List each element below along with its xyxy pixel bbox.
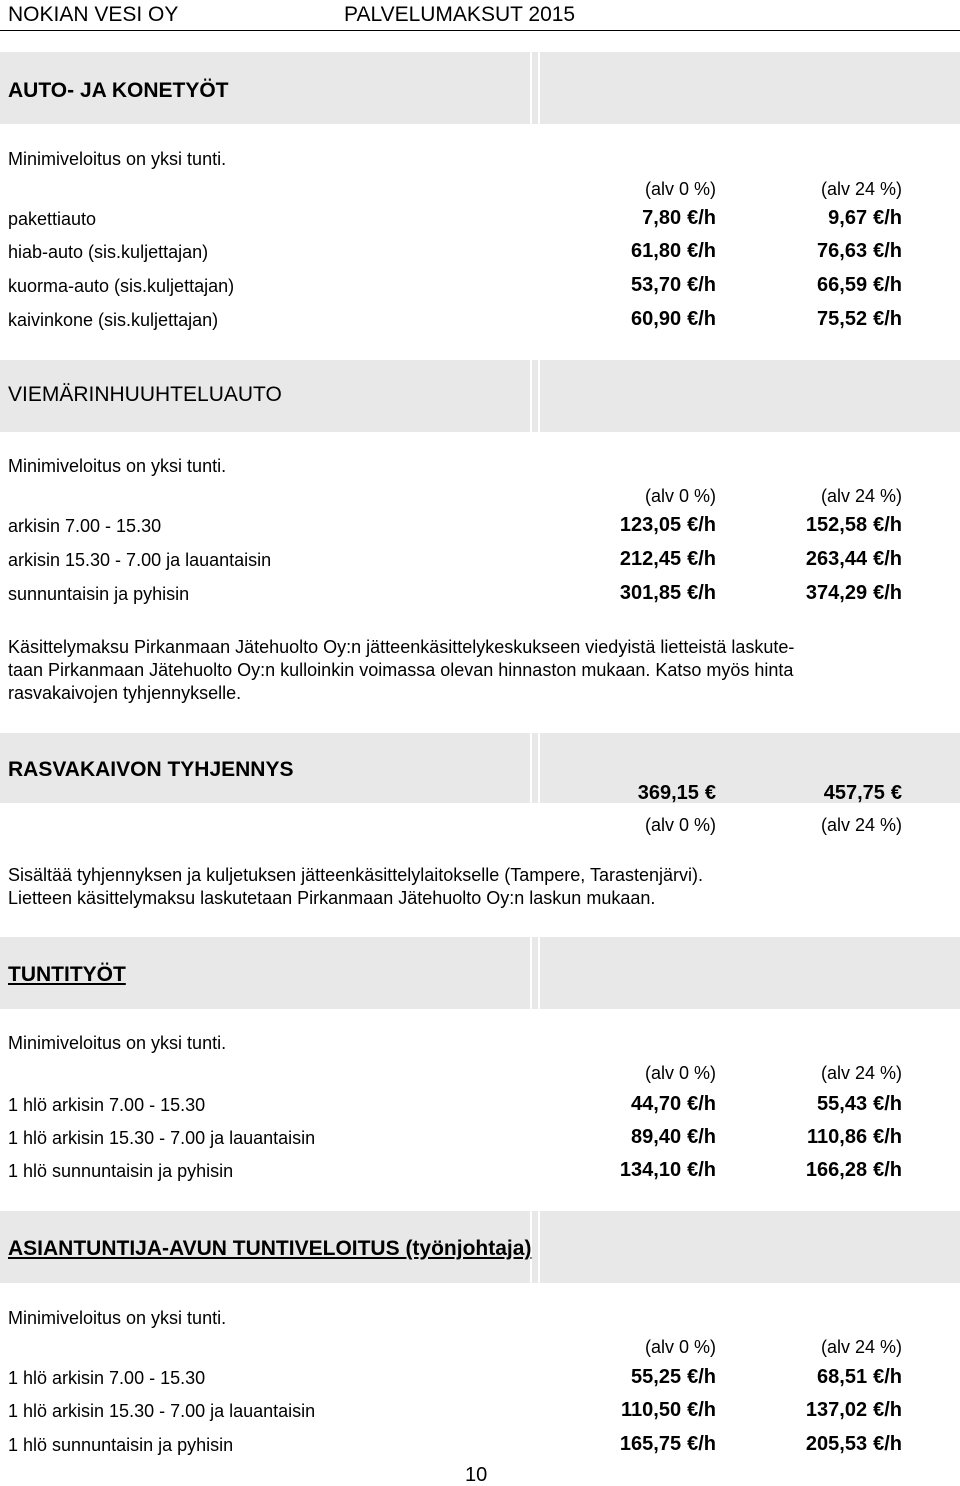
vat24-column-label: (alv 24 %) bbox=[820, 1063, 902, 1083]
vat0-column-label: (alv 0 %) bbox=[644, 1337, 716, 1357]
price-vat0: 89,40 €/h bbox=[631, 1126, 716, 1148]
page-header bbox=[8, 2, 948, 32]
section-band-tunti bbox=[0, 937, 960, 1009]
price-row-label: 1 hlö sunnuntaisin ja pyhisin bbox=[8, 1161, 234, 1181]
paragraph-line: Sisältää tyhjennyksen ja kuljetuksen jätteenkäsittelylaitokselle (Tampere, Tarastenjärvi). bbox=[8, 865, 704, 885]
section-band-asiantuntija bbox=[0, 1211, 960, 1283]
page-number: 10 bbox=[465, 1464, 488, 1486]
price-row-label: kuorma-auto (sis.kuljettajan) bbox=[8, 276, 235, 296]
price-vat24: 137,02 €/h bbox=[805, 1399, 902, 1421]
price-row-label: sunnuntaisin ja pyhisin bbox=[8, 584, 190, 604]
price-vat24: 68,51 €/h bbox=[817, 1366, 902, 1388]
price-vat24: 66,59 €/h bbox=[817, 274, 902, 296]
price-row-label: 1 hlö arkisin 15.30 - 7.00 ja lauantaisin bbox=[8, 1128, 316, 1148]
minimum-charge-note: Minimiveloitus on yksi tunti. bbox=[8, 1033, 227, 1053]
grease-trap-price-vat24: 457,75 € bbox=[823, 782, 902, 804]
price-row-label: 1 hlö arkisin 15.30 - 7.00 ja lauantaisin bbox=[8, 1401, 316, 1421]
price-vat24: 75,52 €/h bbox=[817, 308, 902, 330]
processing-fee-paragraph bbox=[8, 636, 952, 705]
section-title-asiantuntija: ASIANTUNTIJA-AVUN TUNTIVELOITUS (työnjohtaja) bbox=[8, 1237, 532, 1260]
price-vat24: 76,63 €/h bbox=[817, 240, 902, 262]
paragraph-line: Käsittelymaksu Pirkanmaan Jätehuolto Oy:n jätteenkäsittelykeskukseen viedyistä lietteistä laskute- bbox=[8, 637, 795, 657]
price-row-label: arkisin 7.00 - 15.30 bbox=[8, 516, 162, 536]
section-band-rasva bbox=[0, 733, 960, 803]
price-vat0: 55,25 €/h bbox=[631, 1366, 716, 1388]
minimum-charge-note: Minimiveloitus on yksi tunti. bbox=[8, 456, 227, 476]
price-vat24: 166,28 €/h bbox=[805, 1159, 902, 1181]
price-vat24: 263,44 €/h bbox=[805, 548, 902, 570]
section-title-viemari: VIEMÄRINHUUHTELUAUTO bbox=[8, 383, 282, 406]
vat0-column-label: (alv 0 %) bbox=[644, 486, 716, 506]
section-band-viemari bbox=[0, 360, 960, 432]
price-vat0: 60,90 €/h bbox=[631, 308, 716, 330]
header-divider bbox=[0, 30, 960, 31]
price-row-label: hiab-auto (sis.kuljettajan) bbox=[8, 242, 209, 262]
vat24-column-label: (alv 24 %) bbox=[820, 179, 902, 199]
price-vat24: 152,58 €/h bbox=[805, 514, 902, 536]
section-band-auto bbox=[0, 52, 960, 124]
minimum-charge-note: Minimiveloitus on yksi tunti. bbox=[8, 1308, 227, 1328]
minimum-charge-note: Minimiveloitus on yksi tunti. bbox=[8, 149, 227, 169]
price-vat0: 301,85 €/h bbox=[619, 582, 716, 604]
paragraph-line: rasvakaivojen tyhjennykselle. bbox=[8, 683, 242, 703]
price-row-label: kaivinkone (sis.kuljettajan) bbox=[8, 310, 219, 330]
company-name: NOKIAN VESI OY bbox=[8, 3, 179, 26]
document-title: PALVELUMAKSUT 2015 bbox=[344, 3, 576, 26]
grease-trap-price-vat0: 369,15 € bbox=[637, 782, 716, 804]
price-vat24: 110,86 €/h bbox=[807, 1126, 902, 1148]
price-row-label: pakettiauto bbox=[8, 209, 97, 229]
price-row-label: arkisin 15.30 - 7.00 ja lauantaisin bbox=[8, 550, 272, 570]
price-vat0: 61,80 €/h bbox=[631, 240, 716, 262]
price-vat24: 374,29 €/h bbox=[805, 582, 902, 604]
price-vat24: 55,43 €/h bbox=[817, 1093, 902, 1115]
price-vat0: 7,80 €/h bbox=[642, 207, 716, 229]
price-vat0: 123,05 €/h bbox=[619, 514, 716, 536]
paragraph-line: taan Pirkanmaan Jätehuolto Oy:n kulloinkin voimassa olevan hinnaston mukaan. Katso myös hinta bbox=[8, 660, 794, 680]
price-vat0: 110,50 €/h bbox=[621, 1399, 716, 1421]
vat24-column-label: (alv 24 %) bbox=[820, 486, 902, 506]
price-vat24: 9,67 €/h bbox=[828, 207, 902, 229]
section-title-rasva: RASVAKAIVON TYHJENNYS bbox=[8, 758, 294, 781]
price-row-label: 1 hlö arkisin 7.00 - 15.30 bbox=[8, 1095, 206, 1115]
price-vat0: 134,10 €/h bbox=[619, 1159, 716, 1181]
grease-trap-paragraph bbox=[8, 864, 952, 910]
price-vat24: 205,53 €/h bbox=[805, 1433, 902, 1455]
section-title-tunti: TUNTITYÖT bbox=[8, 963, 126, 986]
price-row-label: 1 hlö sunnuntaisin ja pyhisin bbox=[8, 1435, 234, 1455]
vat0-column-label: (alv 0 %) bbox=[644, 1063, 716, 1083]
price-row-label: 1 hlö arkisin 7.00 - 15.30 bbox=[8, 1368, 206, 1388]
vat24-column-label: (alv 24 %) bbox=[820, 815, 902, 835]
price-vat0: 53,70 €/h bbox=[631, 274, 716, 296]
vat0-column-label: (alv 0 %) bbox=[644, 815, 716, 835]
paragraph-line: Lietteen käsittelymaksu laskutetaan Pirkanmaan Jätehuolto Oy:n laskun mukaan. bbox=[8, 888, 656, 908]
vat0-column-label: (alv 0 %) bbox=[644, 179, 716, 199]
vat24-column-label: (alv 24 %) bbox=[820, 1337, 902, 1357]
price-vat0: 165,75 €/h bbox=[619, 1433, 716, 1455]
section-title-auto: AUTO- JA KONETYÖT bbox=[8, 79, 229, 102]
price-vat0: 44,70 €/h bbox=[631, 1093, 716, 1115]
price-vat0: 212,45 €/h bbox=[619, 548, 716, 570]
